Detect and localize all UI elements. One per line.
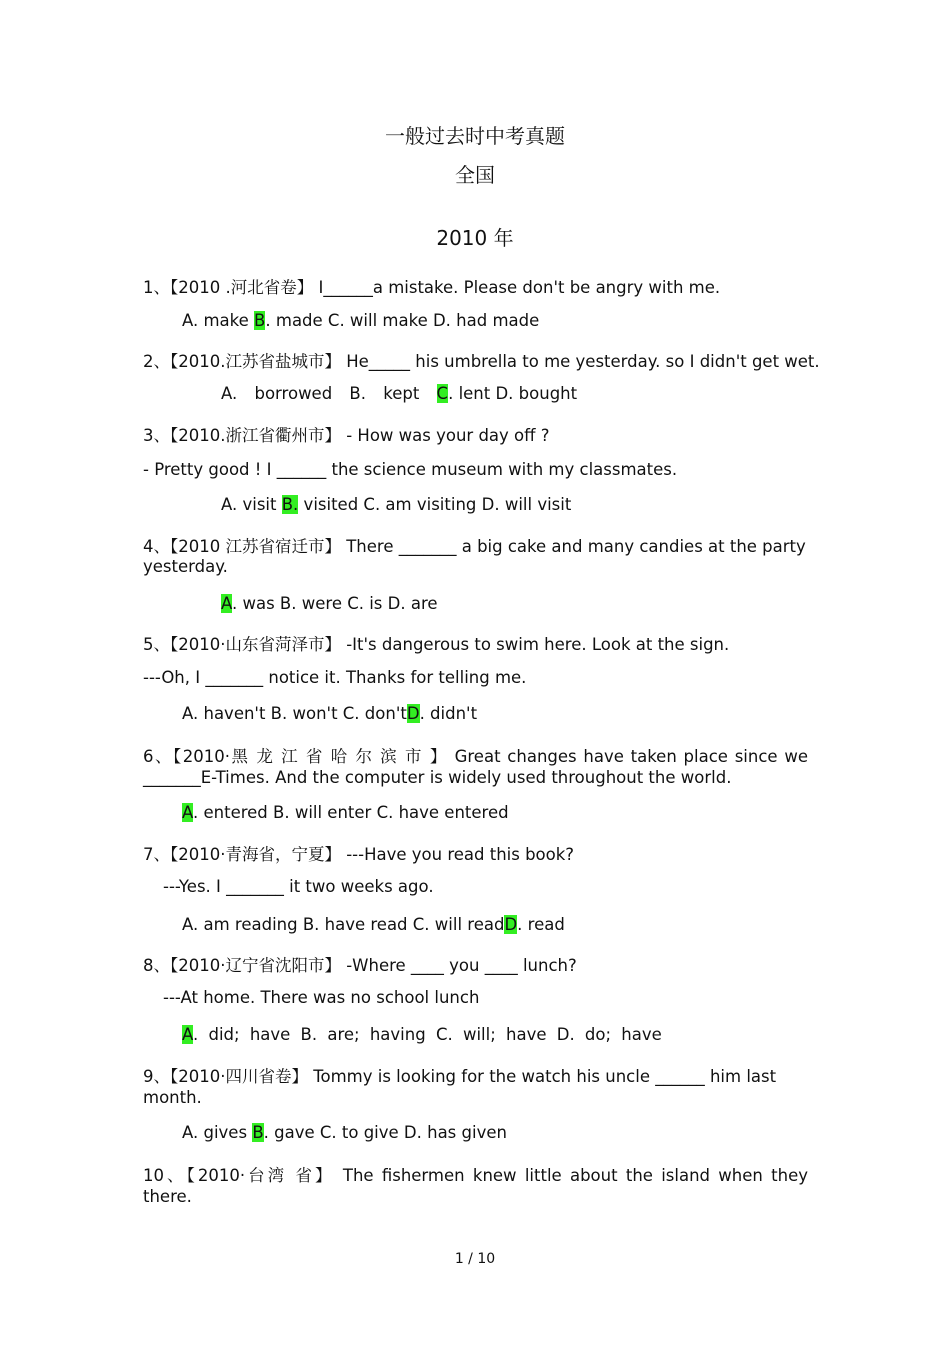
options-text: A. make xyxy=(182,311,255,330)
question-1-options xyxy=(182,311,539,330)
answer-highlight: B xyxy=(252,1123,264,1142)
options-text: A. gives xyxy=(182,1123,253,1142)
answer-highlight: A xyxy=(221,594,232,613)
question-6-continuation: _______E-Times. And the computer is widely used throughout the world. xyxy=(143,768,732,787)
question-8-continuation: ---At home. There was no school lunch xyxy=(163,988,480,1007)
question-9-options xyxy=(182,1123,507,1142)
question-7-options xyxy=(182,915,565,934)
page-number: 1 / 10 xyxy=(454,1251,496,1267)
options-text: A. visit xyxy=(221,495,282,514)
question-6-prompt: 6、【2010·黑 龙 江 省 哈 尔 滨 市 】 Great changes have taken place since we xyxy=(143,747,808,766)
year-heading: 2010 年 xyxy=(436,226,514,250)
question-3-options xyxy=(221,495,571,514)
options-text: . read xyxy=(517,915,565,934)
options-text: . didn't xyxy=(419,704,478,723)
question-9-prompt: 9、【2010·四川省卷】 Tommy is looking for the watch his uncle ______ him last xyxy=(143,1067,777,1086)
answer-highlight: C xyxy=(436,384,449,403)
question-5-continuation: ---Oh, I _______ notice it. Thanks for telling me. xyxy=(143,668,527,687)
answer-highlight: A xyxy=(182,1025,193,1044)
options-text: A. haven't B. won't C. don't xyxy=(182,704,407,723)
question-5-prompt: 5、【2010·山东省菏泽市】 -It's dangerous to swim here. Look at the sign. xyxy=(143,635,730,654)
answer-highlight: D xyxy=(406,704,420,723)
question-6-options xyxy=(182,803,509,822)
question-4-prompt: 4、【2010 江苏省宿迁市】 There _______ a big cake and many candies at the party xyxy=(143,537,806,556)
question-2-options xyxy=(221,384,577,403)
question-10-prompt: 10、【2010·台湾 省】 The fishermen knew little about the island when they xyxy=(143,1166,808,1185)
answer-highlight: B. xyxy=(281,495,299,514)
question-5-options xyxy=(182,704,477,723)
question-3-prompt: 3、【2010.浙江省衢州市】 - How was your day off ? xyxy=(143,426,550,445)
options-text: . did; have B. are; having C. will; have D. do; have xyxy=(193,1025,662,1044)
options-text: A. am reading B. have read C. will read xyxy=(182,915,505,934)
page-subtitle: 全国 xyxy=(455,163,495,187)
options-text: . gave C. to give D. has given xyxy=(263,1123,507,1142)
question-4-options xyxy=(221,594,438,613)
answer-highlight: D xyxy=(504,915,518,934)
question-2-prompt: 2、【2010.江苏省盐城市】 He_____ his umbrella to me yesterday. so I didn't get wet. xyxy=(143,352,820,371)
options-text: A. borrowed B. kept xyxy=(221,384,437,403)
question-10-continuation: there. xyxy=(143,1187,192,1206)
question-8-options xyxy=(182,1025,662,1044)
options-text: . entered B. will enter C. have entered xyxy=(193,803,509,822)
question-7-prompt: 7、【2010·青海省，宁夏】 ---Have you read this book? xyxy=(143,845,575,864)
answer-highlight: B xyxy=(254,311,266,330)
question-4-continuation: yesterday. xyxy=(143,557,228,576)
question-7-continuation: ---Yes. I _______ it two weeks ago. xyxy=(163,877,434,896)
question-8-prompt: 8、【2010·辽宁省沈阳市】 -Where ____ you ____ lunch? xyxy=(143,956,577,975)
options-text: . lent D. bought xyxy=(448,384,578,403)
question-1-prompt: 1、【2010 .河北省卷】 I______a mistake. Please don't be angry with me. xyxy=(143,278,721,297)
options-text: . made C. will make D. had made xyxy=(265,311,540,330)
options-text: . was B. were C. is D. are xyxy=(232,594,438,613)
page-title: 一般过去时中考真题 xyxy=(385,124,565,148)
answer-highlight: A xyxy=(182,803,193,822)
question-9-continuation: month. xyxy=(143,1088,202,1107)
options-text: visited C. am visiting D. will visit xyxy=(298,495,572,514)
question-3-continuation: - Pretty good ! I ______ the science museum with my classmates. xyxy=(143,460,678,479)
